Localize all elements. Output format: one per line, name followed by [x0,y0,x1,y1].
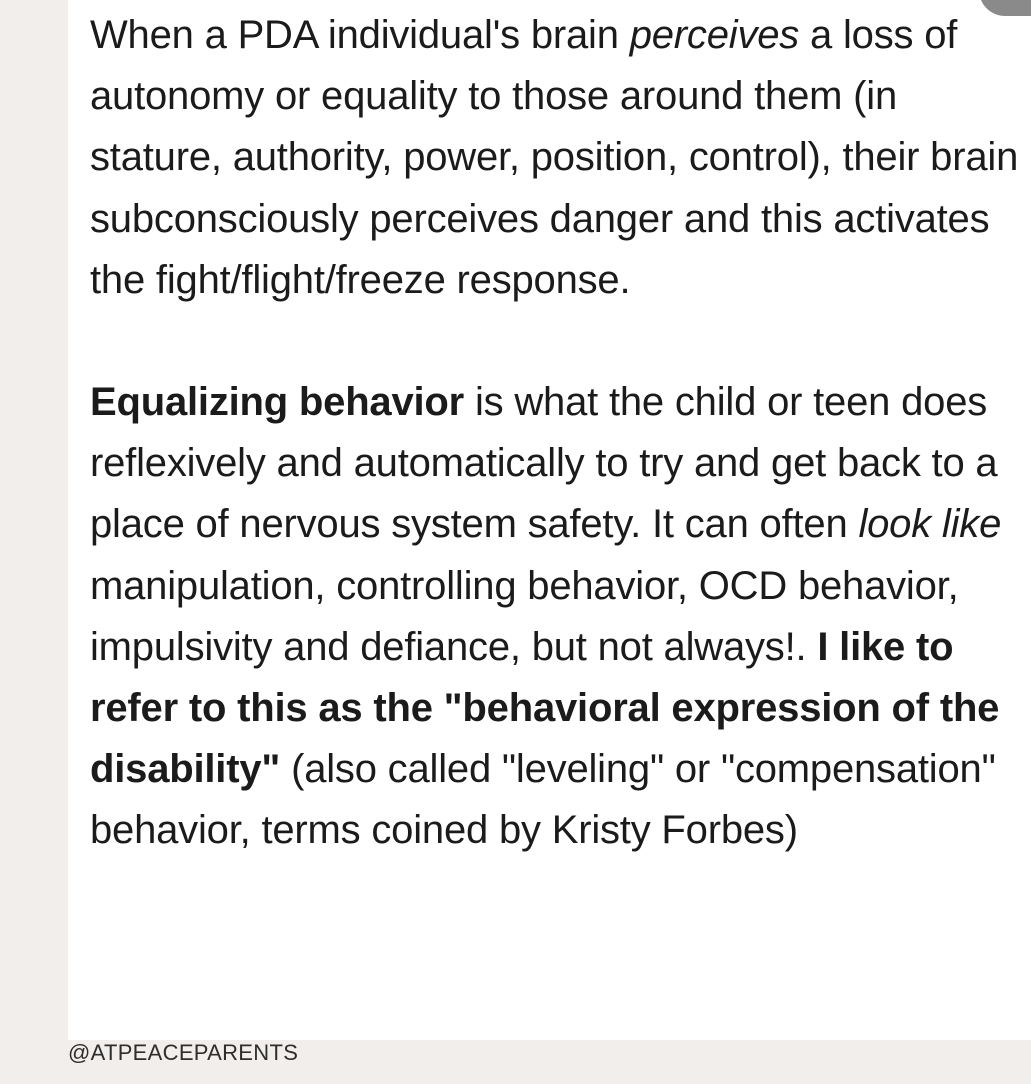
account-handle: @ATPEACEPARENTS [68,1040,299,1065]
p2-bold-term: Equalizing behavior [90,380,465,424]
p2-text: is what the child or teen does reflexively and automatically to try and get back to a place of nervous system safety. It can often [90,380,998,547]
p1-text: When a PDA individual's brain [90,13,630,57]
p2-text-mid: manipulation, controlling behavior, OCD behavior, impulsivity and defiance, but not always!. [90,563,959,669]
p2-text-end: (also called "leveling" or "compensation" behavior, terms coined by Kristy Forbes) [90,747,996,853]
p1-text-rest: a loss of autonomy or equality to those around them (in stature, authority, power, position, control), their brain subconsciously perceives danger and this activates the fight/flight/freeze response. [90,13,1019,302]
p2-bold-quote: I like to refer to this as the "behavioral expression of the disability" [90,624,1000,792]
p1-italic-perceives: perceives [629,13,800,57]
p2-italic-look-like: look like [858,502,1002,547]
paragraph-equalizing-behavior [90,372,1025,862]
paragraph-pda-perception [90,5,1025,311]
post-card [68,0,1031,1040]
